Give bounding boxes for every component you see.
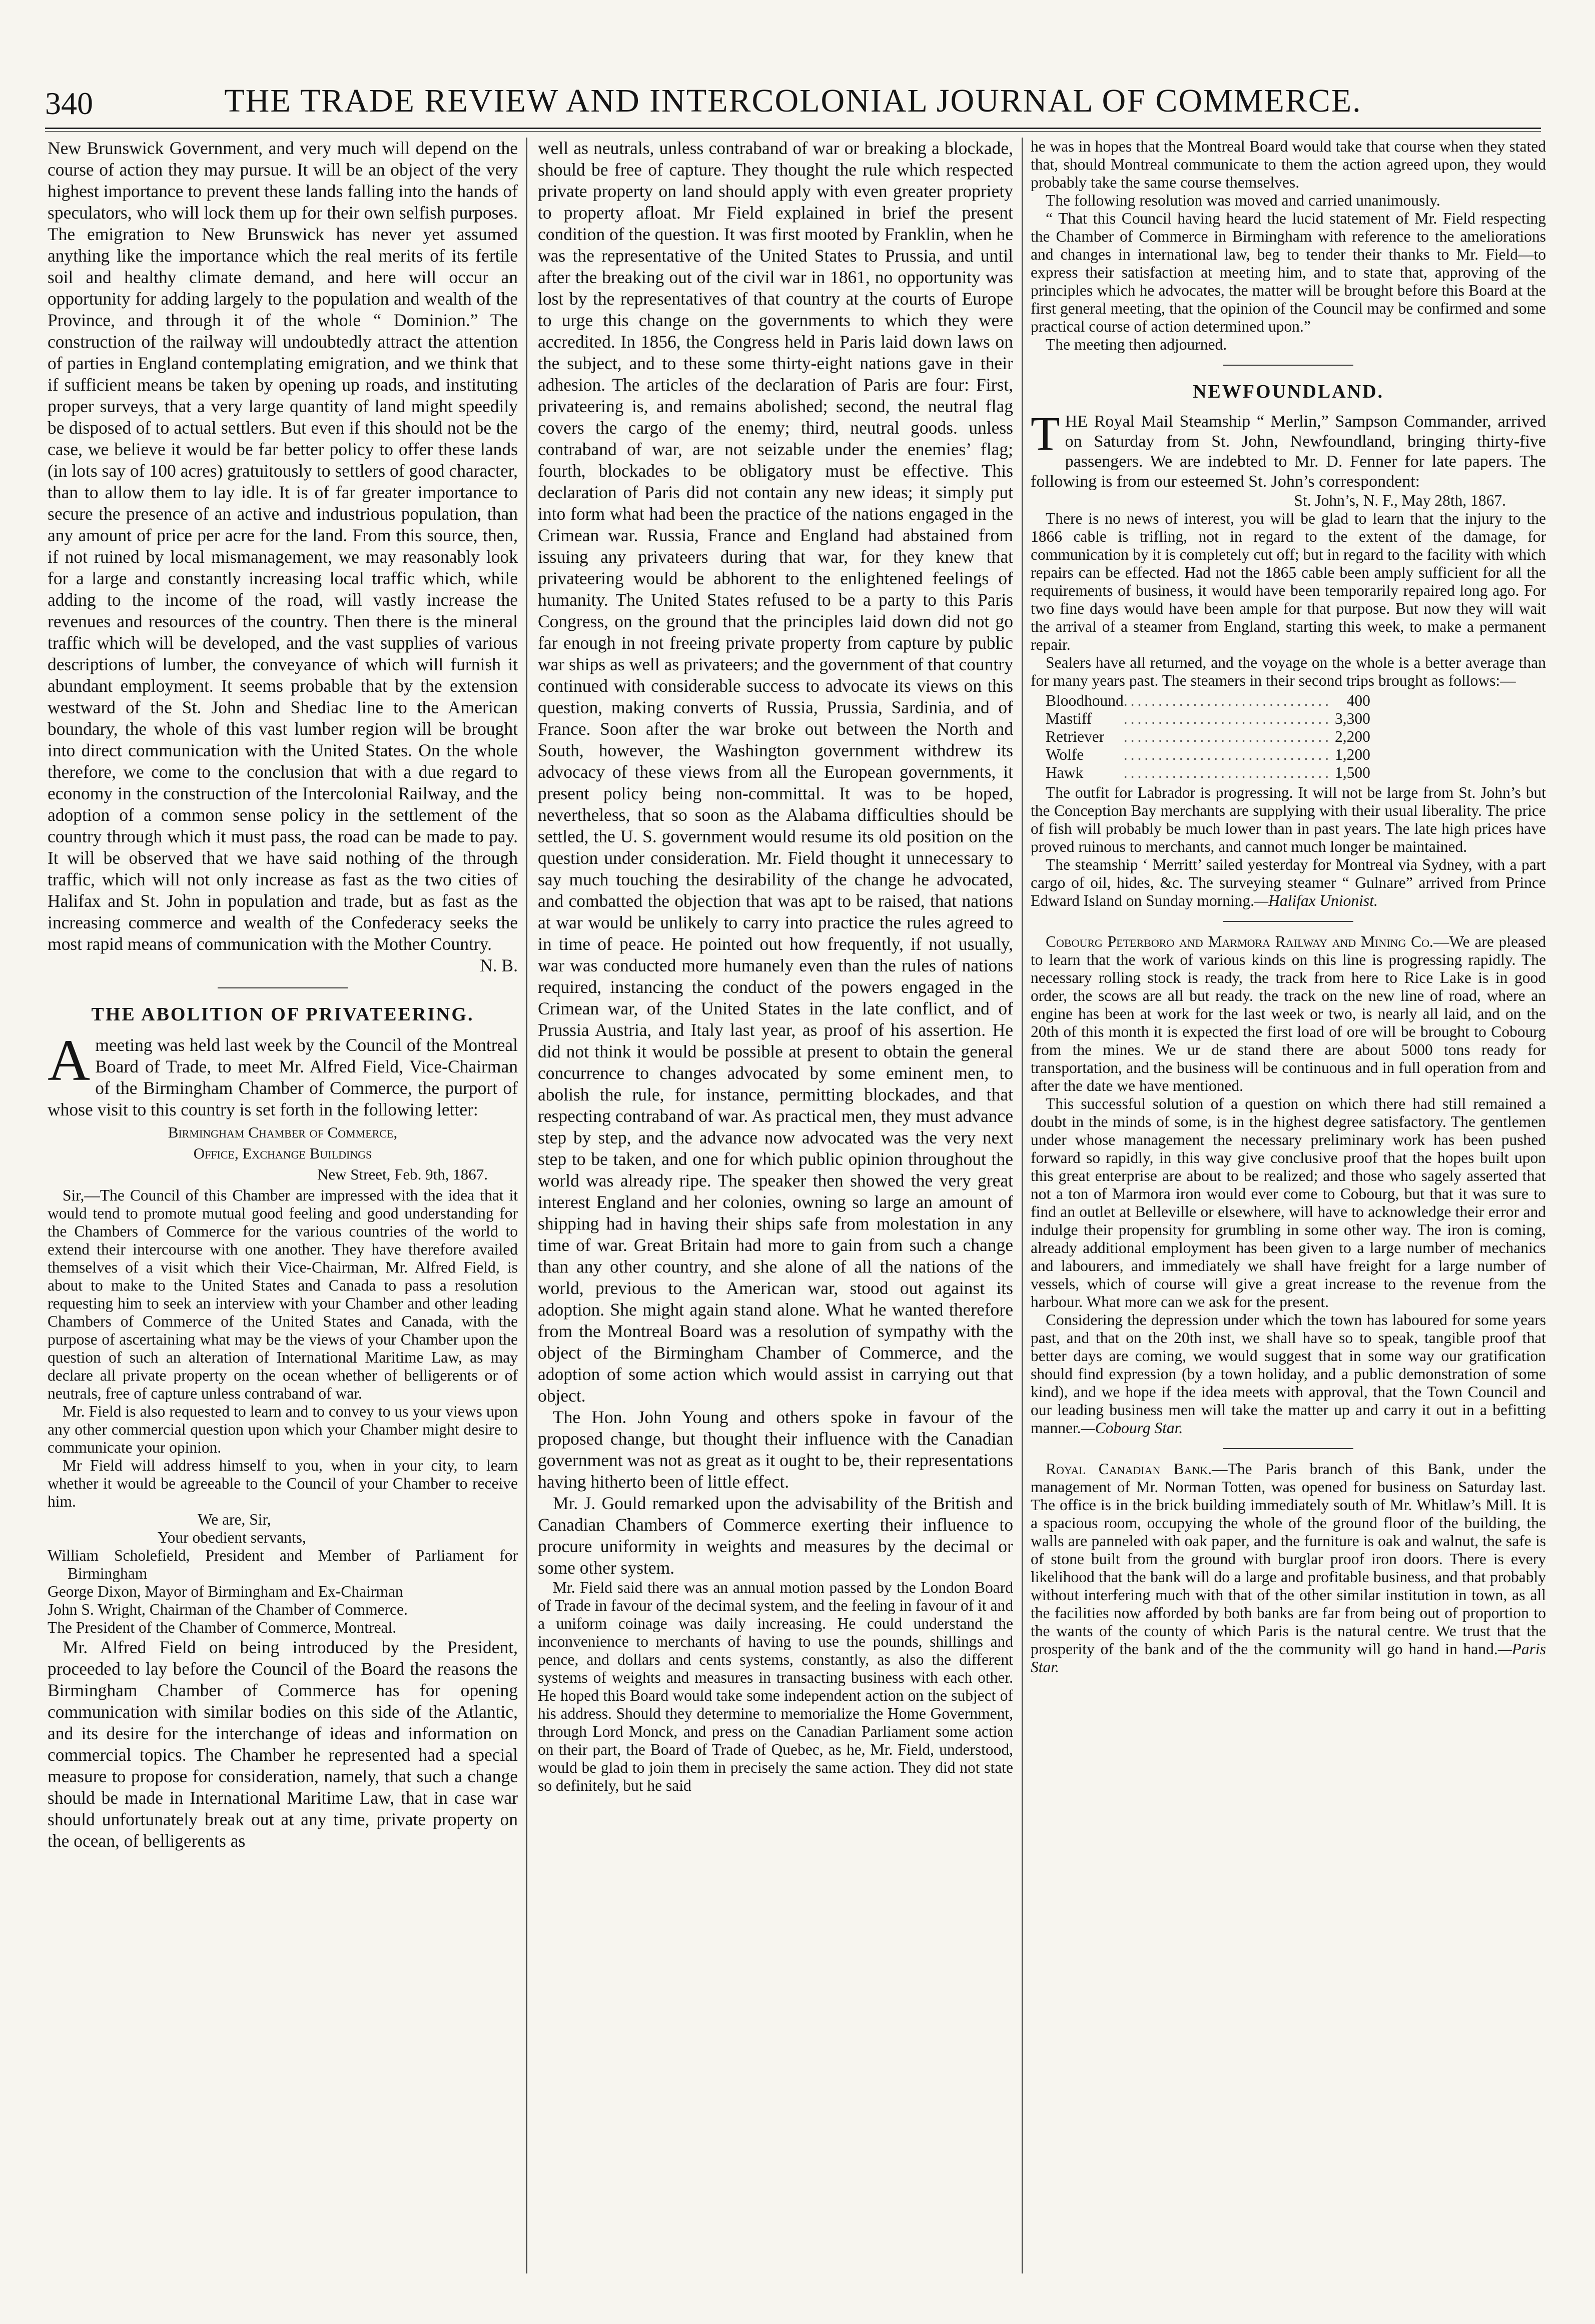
article-paragraph [1031, 1311, 1546, 1437]
article-paragraph: well as neutrals, unless contraband of war or breaking a blockade, should be free of capture. They thought the rule which respected private property on land should apply with even greater propriety to property afloat. Mr Field explained in brief the present condition of the question. It was first mooted by Franklin, when he was the representative of the United States to Prussia, and until after the breaking out of the civil war in 1861, no opportunity was lost by the representatives of that country at the courts of Europe to urge this change on the governments to which they were accredited. In 1856, the Congress held in Paris laid down laws on the subject, and to these some thirty-eight nations gave in their adhesion. The articles of the declaration of Paris are four: First, privateering is, and remains abolished; second, the neutral flag covers the cargo of the enemy; third, neutral goods. unless contraband of war, are not seizable under the enemies’ flag; fourth, blockades to be obligatory must be effective. This declaration of Paris did not contain any new ideas; it simply put into form what had been the practice of the nations engaged in the Crimean war. Russia, France and England had abstained from issuing any privateers during that war, for they knew that privateering would be abhorent to the enlightened feelings of humanity. The United States refused to be a party to this Paris Congress, on the ground that the principles laid down did not go far enough in not freeing private property from capture by public war ships as well as privateers; and the government of that country continued with considerable success to advocate its views on this question, making converts of Russia, Prussia, Sardinia, and of France. Soon after the war broke out between the North and South, however, the Washington government withdrew its advocacy of these views from all the European governments, it present policy being non-committal. It was to be hoped, nevertheless, that so soon as the Alabama difficulties should be settled, the U. S. government would resume its old position on the question under consideration. Mr. Field thought it unnecessary to say much touching the desirability of the change he advocated, and combatted the objection that was apt to be raised, that nations at war would be unlikely to carry into practice the rules agreed to in time of peace. He pointed out how frequently, if not usually, war was conducted more humanely even than the rules of nations required, instancing the conduct of the powers engaged in the Crimean war, of the United States in the late conflict, and of Prussia Austria, and Italy last year, as proof of his assertion. He did not think it would be possible at present to obtain the general concurrence to changes advocated by some eminent men, to abolish the rule, for instance, permitting blockades, and that respecting contraband of war. As practical men, they must advance step by step, and the advance now advocated was the very next step to be taken, and one for which public opinion throughout the world was already ripe. The speaker then showed the very great interest England and her colonies, owning so large an amount of shipping had in having their ships safe from molestation in any time of war. Great Britain had more to gain from such a change than any other country, and she alone of all the nations of the world, previous to the American war, stood out against its adoption. She might again stand alone. What he wanted therefore from the Montreal Board was a resolution of sympathy with the object of the Birmingham Chamber of Commerce, and the adoption of some action which would assist in carrying out that object. [538, 138, 1013, 1406]
table-row: Wolfe .............................. 1,200 [1046, 746, 1370, 763]
resolution-block [1031, 138, 1546, 354]
article-paragraph: Mr. Field said there was an annual motion passed by the London Board of Trade in favour of the decimal system, and the feeling in favour of it and a uniform coinage was daily increasing. He could understand the inconvenience to merchants of having to use the pounds, shillings and pence, and dollars and cents systems, constantly, as also the different systems of weights and measures in transacting business with each other. He hoped this Board would take some independent action on the subject of his address. Should they determine to memorialize the Home Government, through Lord Monck, and press on the Canadian Parliament some action on their part, the Board of Trade of Quebec, as he, Mr. Field, understood, would be glad to join them in precisely the same action. They did not state so definitely, but he said [538, 1579, 1013, 1794]
address-line: Birmingham Chamber of Commerce, [168, 1123, 398, 1141]
letter-paragraph: Mr Field will address himself to you, when in your city, to learn whether it would be agreeable to the Council of your Chamber to receive him. [48, 1457, 518, 1510]
journal-title: THE TRADE REVIEW AND INTERCOLONIAL JOURNAL OF COMMERCE. [224, 83, 1362, 119]
column-middle [538, 138, 1013, 2273]
dateline: St. John’s, N. F., May 28th, 1867. [1294, 492, 1506, 509]
news-item [1031, 933, 1546, 1095]
article-signature: N. B. [480, 955, 518, 975]
news-item-text: —We are pleased to learn that the work of various kinds on this line is progressing rapidly. The necessary rolling stock is ready, the track from here to Rice Lake is in good order, the scows are all but ready. the track on the new line of road, where an engine has been at work for the last week or two, is nearly all laid, and on the 20th of this month it is expected the first load of ore will be brought to Cobourg from the mines. We ur de stand there are about 5000 tons ready for transportation, and the business will be continuous and in full operation from and after the date we have mentioned. [1031, 933, 1546, 1094]
letter-address [48, 1123, 518, 1184]
article-paragraph: The following resolution was moved and carried unanimously. [1046, 192, 1440, 209]
source-credit: —Cobourg Star. [1081, 1419, 1183, 1437]
drop-cap: A [48, 1027, 91, 1093]
section-divider [1223, 1448, 1353, 1449]
letter-paragraph: Mr. Field is also requested to learn and to convey to us your views upon any other commercial question upon which your Chamber might desire to communicate your opinion. [48, 1403, 518, 1456]
section-heading: NEWFOUNDLAND. [1192, 381, 1384, 402]
lead-paragraph-text: meeting was held last week by the Council of the Montreal Board of Trade, to meet Mr. Alfred Field, Vice-Chairman of the Birmingham Chamber of Commerce, the purport of whose visit to this country is set forth in the following letter: [48, 1035, 518, 1119]
section-heading: THE ABOLITION OF PRIVATEERING. [91, 1004, 474, 1025]
news-item-lead: Cobourg Peterboro and Marmora Railway and Mining Co. [1046, 933, 1433, 950]
lead-paragraph [48, 1027, 518, 1120]
table-row: Retriever .............................. 2,200 [1046, 728, 1370, 745]
article-paragraph: There is no news of interest, you will be glad to learn that the injury to the 1866 cable is trifling, not in regard to the extent of the damage, for communication by it is completely cut off; but in regard to the facility with which repairs can be effected. Had not the 1865 cable been amply sufficient for all the requirements of business, it would have been temporarily repaired long ago. For two fine days would have been ample for that purpose. But now they will wait the arrival of a steamer from England, starting this week, to make a permanent repair. [1031, 510, 1546, 653]
article-small-print [538, 1579, 1013, 1795]
page-number: 340 [45, 86, 93, 121]
letter-signatory: William Scholefield, President and Member of Parliament for Birmingham [48, 1547, 518, 1582]
source-credit: —Paris Star. [1031, 1640, 1546, 1676]
article-paragraph: The meeting then adjourned. [1046, 336, 1227, 353]
lead-paragraph-text: HE Royal Mail Steamship “ Merlin,” Sampson Commander, arrived on Saturday from St. John, Newfoundland, bringing thirty-five passengers. We are indebted to Mr. D. Fenner for late papers. The following is from our esteemed St. John’s correspondent: [1031, 412, 1546, 491]
article-paragraph: This successful solution of a question on which there had still remained a doubt in the minds of some, is in the highest degree satisfactory. The gentlemen under whose management the necessary preliminary work has been pushed forward so rapidly, in this way give conclusive proof that the hopes built upon this great enterprise are about to be realized; and those who sagely asserted that not a ton of Marmora iron would ever come to Cobourg, but that it was sure to find an outlet at Belleville or elsewhere, will have to acknowledge their error and indulge their propensity for grumbling in some other way. The iron is coming, already additional employment has been given to a large number of mechanics and labourers, and immediately we shall have freight for a large number of vessels, which of course will give a great increase to the revenue from the harbour. What more can we ask for the present. [1031, 1095, 1546, 1311]
letter-closing: Your obedient servants, [158, 1529, 306, 1546]
letter-addressee: The President of the Chamber of Commerce, Montreal. [48, 1619, 397, 1636]
news-item-lead: Royal Canadian Bank. [1046, 1460, 1212, 1478]
letter-closing: We are, Sir, [198, 1511, 271, 1528]
drop-cap: T [1031, 407, 1060, 460]
column-left [48, 138, 518, 2273]
article-paragraph-text: The steamship ‘ Merritt’ sailed yesterday for Montreal via Sydney, with a part cargo of oil, hides, &c. The surveying steamer “ Gulnare” arrived from Prince Edward Island on Sunday morning. [1031, 856, 1546, 909]
letter-signatory: George Dixon, Mayor of Birmingham and Ex-Chairman [48, 1583, 403, 1600]
column-divider [1022, 138, 1023, 2273]
letter-body [48, 1187, 518, 1637]
source-credit: —Halifax Unionist. [1254, 892, 1378, 909]
column-divider [526, 138, 527, 2273]
news-items [1031, 933, 1546, 1676]
table-row: Mastiff .............................. 3,300 [1046, 710, 1370, 727]
article-paragraph [1031, 856, 1546, 910]
article-paragraph: Mr. Alfred Field on being introduced by the President, proceeded to lay before the Council of the Board the reasons the Birmingham Chamber of Commerce has for opening communication with similar bodies on this side of the Atlantic, and its desire for the interchange of ideas and information on commercial topics. The Chamber he represented had a special measure to propose for consideration, namely, that such a change should be made in International Maritime Law, that in case war should unfortunately break out at any time, private property on the ocean, of belligerents as [48, 1637, 518, 1851]
address-line: New Street, Feb. 9th, 1867. [317, 1166, 488, 1183]
article-paragraph: Mr. J. Gould remarked upon the advisability of the British and Canadian Chambers of Commerce exerting their influence to procure uniformity in weights and measures by the decimal or some other system. [538, 1493, 1013, 1578]
header-rule-thin [45, 131, 1541, 132]
page-header [45, 75, 1541, 120]
section-divider [1223, 365, 1353, 366]
letter-signatory: John S. Wright, Chairman of the Chamber of Commerce. [48, 1601, 408, 1618]
news-item-text: —The Paris branch of this Bank, under the management of Mr. Norman Totten, was opened for business on Saturday last. The office is in the brick building immediately south of Mr. Whitlaw’s Mill. It is a spacious room, occupying the whole of the ground floor of the building, the walls are panneled with oak paper, and the furniture is oak and walnut, the safe is of stone built from the ground with burglar proof iron doors. There is every likelihood that the bank will do a large and profitable business, and that probably without interfering much with that of the other similar institution in town, as all the facilities now afforded by both banks are far from being out of proportion to the wants of the county of which Paris is the natural centre. We trust that the prosperity of the bank and of the the community will go hand in hand. [1031, 1460, 1546, 1658]
section-divider [218, 987, 348, 988]
resolution-text: “ That this Council having heard the lucid statement of Mr. Field respecting the Chamber of Commerce in Birmingham with reference to the ameliorations and changes in international law, beg to tender their thanks to Mr. Field—to express their satisfaction at meeting him, and to state that, approving of the principles which he advocates, the matter will be brought before this Board at the first general meeting, that the opinion of the Council may be confirmed and some practical course of action determined upon.” [1031, 210, 1546, 335]
article-paragraph: New Brunswick Government, and very much will depend on the course of action they may pursue. It will be an object of the very highest importance to prevent these lands falling into the hands of speculators, who will lock them up for their own selfish purposes. The emigration to New Brunswick has never yet assumed anything like the importance which the real merits of its fertile soil and healthy climate demand, and here will occur an opportunity for adding largely to the population and wealth of the Province, and through it of the whole “ Dominion.” The construction of the railway will undoubtedly attract the attention of parties in England contemplating emigration, and we think that if sufficient means be taken by opening up roads, and instituting proper surveys, that a very large quantity of land might speedily be disposed of to actual settlers. But even if this should not be the case, we believe it would be far better policy to offer these lands (in lots say of 100 acres) gratuitously to settlers of good character, than to allow them to lay idle. It is of far greater importance to secure the presence of an active and industrious population, than any amount of price per acre for the land. From this source, then, if not ruined by local mismanagement, we may reasonably look for a large and constantly increasing local traffic which, while adding to the income of the road, will vastly increase the revenues and resources of the country. Then there is the mineral traffic which will be developed, and the vast supplies of various descriptions of lumber, the conveyance of which will furnish it abundant employment. It seems probable that by the extension westward of the St. John and Shediac line to the American boundary, the whole of this vast lumber region will be brought into direct communication with the United States. On the whole therefore, we come to the conclusion that with a due regard to economy in the construction of the Intercolonial Railway, and the adoption of a common sense policy in the settlement of the country through which it must pass, the road can be made to pay. It will be observed that we have said nothing of the through traffic, which will not only increase as fast as the two cities of Halifax and St. John in population and trade, but as fast as the increasing commerce and wealth of the Confederacy seeks the most rapid means of communication with the Mother Country. [48, 138, 518, 954]
article-paragraph: The Hon. John Young and others spoke in favour of the proposed change, but thought their influence with the Canadian government was not as great as it ought to be, their representations having hitherto been of little effect. [538, 1407, 1013, 1492]
catch-table [1046, 692, 1370, 782]
article-paragraph: The outfit for Labrador is progressing. It will not be large from St. John’s but the Conception Bay merchants are supplying with their usual liberality. The price of fish will probably be much lower than in past years. The late high prices have proved ruinous to merchants, and cannot much longer be maintained. [1031, 784, 1546, 855]
letter-paragraph: Sir,—The Council of this Chamber are impressed with the idea that it would tend to promote mutual good feeling and good understanding for the Chambers of Commerce for the various countries of the world to extend their intercourse with one another. They have therefore availed themselves of a visit which their Vice-Chairman, Mr. Alfred Field, is about to make to the United States and Canada to pass a resolution requesting him to seek an interview with your Chamber and other leading Chambers of Commerce of the United States and Canada, with the purpose of ascertaining what may be the views of your Chamber upon the question of such an alteration of International Maritime Law, as may declare all private property on the ocean whether of belligerents or of neutrals, free of capture unless contraband of war. [48, 1187, 518, 1402]
article-paragraph: Sealers have all returned, and the voyage on the whole is a better average than for many years past. The steamers in their second trips brought as follows:— [1031, 654, 1546, 689]
section-divider [1223, 921, 1353, 922]
table-row: Hawk .............................. 1,500 [1046, 764, 1370, 781]
news-item [1031, 1460, 1546, 1676]
article-paragraph-text: Considering the depression under which the town has laboured for some years past, and that on the 20th inst, we shall have so to speak, tangible proof that better days are coming, we would suggest that in some way our gratification should find expression (by a town holiday, and a public demonstration of some kind), and we hope if the idea meets with approval, that the Town Council and our leading business men will take the matter up and carry it out in a befitting manner. [1031, 1311, 1546, 1437]
lead-paragraph [1031, 407, 1546, 492]
correspondent-letter [1031, 492, 1546, 910]
article-paragraph: he was in hopes that the Montreal Board would take that course when they stated that, should Montreal communicate to them the action agreed upon, they would probably take the same course themselves. [1031, 138, 1546, 191]
table-row: Bloodhound .............................. 400 [1046, 692, 1370, 709]
header-rule [45, 128, 1541, 129]
address-line: Office, Exchange Buildings [193, 1144, 372, 1162]
column-right [1031, 138, 1546, 2273]
